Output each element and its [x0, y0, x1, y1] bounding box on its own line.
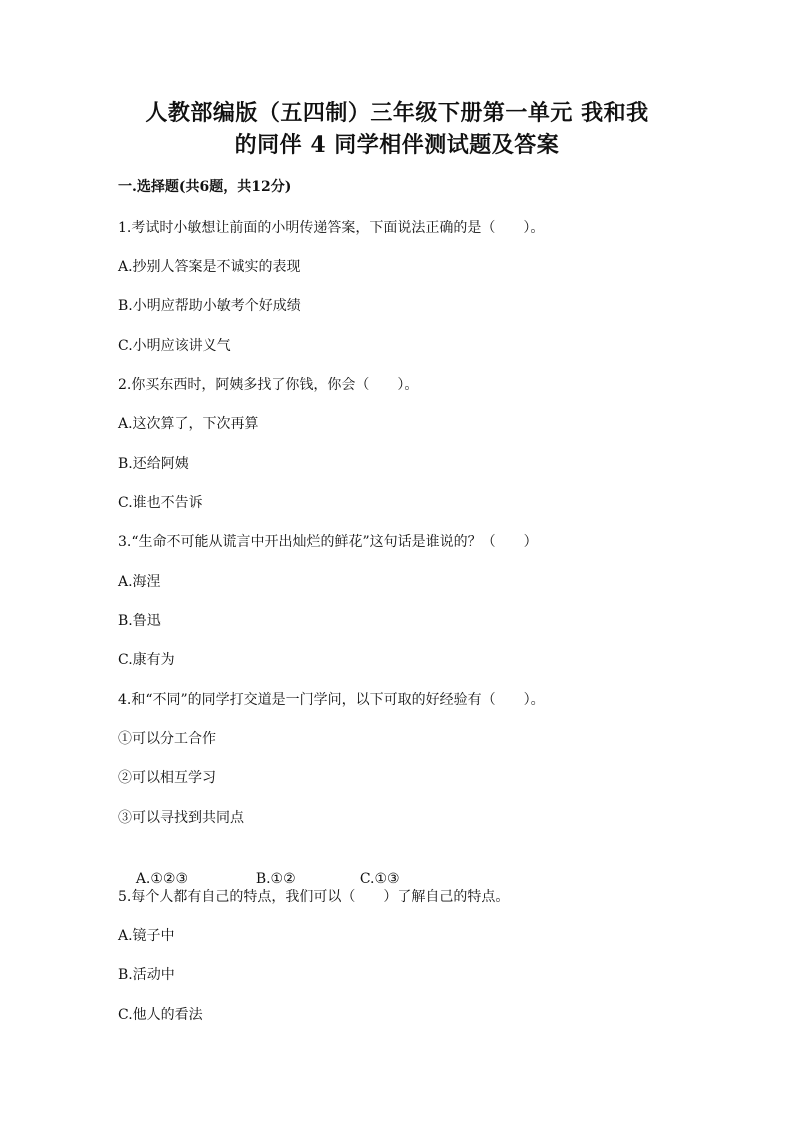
question-4-statement-3: ③可以寻找到共同点	[118, 810, 244, 826]
question-4-option-a: A.①②③	[135, 871, 189, 887]
question-4-option-b: B.①②	[255, 871, 296, 887]
question-3-option-a: A.海涅	[118, 574, 161, 590]
question-3-option-c: C.康有为	[118, 652, 175, 668]
question-4-statement-2: ②可以相互学习	[118, 770, 216, 786]
question-1-option-b: B.小明应帮助小敏考个好成绩	[118, 298, 301, 314]
question-3-option-b: B.鲁迅	[118, 613, 161, 629]
question-5-stem: 5.每个人都有自己的特点，我们可以（ ）了解自己的特点。	[118, 889, 510, 905]
question-2-option-c: C.谁也不告诉	[118, 495, 203, 511]
question-2-option-b: B.还给阿姨	[118, 456, 189, 472]
question-4-statement-1: ①可以分工合作	[118, 731, 216, 747]
document-title-line-2: 的同伴 4 同学相伴测试题及答案	[234, 132, 560, 158]
question-2-stem: 2.你买东西时，阿姨多找了你钱，你会（ ）。	[118, 377, 419, 393]
question-2-option-a: A.这次算了，下次再算	[118, 416, 259, 432]
section-heading: 一.选择题(共6题，共12分)	[118, 179, 292, 195]
question-5-option-c: C.他人的看法	[118, 1007, 203, 1023]
question-4-option-c: C.①③	[359, 871, 400, 887]
document-title-line-1: 人教部编版（五四制）三年级下册第一单元 我和我	[145, 100, 649, 126]
question-4-stem: 4.和“不同”的同学打交道是一门学问，以下可取的好经验有（ ）。	[118, 692, 545, 708]
question-1-stem: 1.考试时小敏想让前面的小明传递答案，下面说法正确的是（ ）。	[118, 220, 545, 236]
question-3-stem: 3.“生命不可能从谎言中开出灿烂的鲜花”这句话是谁说的？（ ）	[118, 534, 538, 550]
question-5-option-b: B.活动中	[118, 967, 175, 983]
question-1-option-c: C.小明应该讲义气	[118, 338, 231, 354]
question-1-option-a: A.抄别人答案是不诚实的表现	[118, 259, 301, 275]
question-5-option-a: A.镜子中	[118, 928, 175, 944]
